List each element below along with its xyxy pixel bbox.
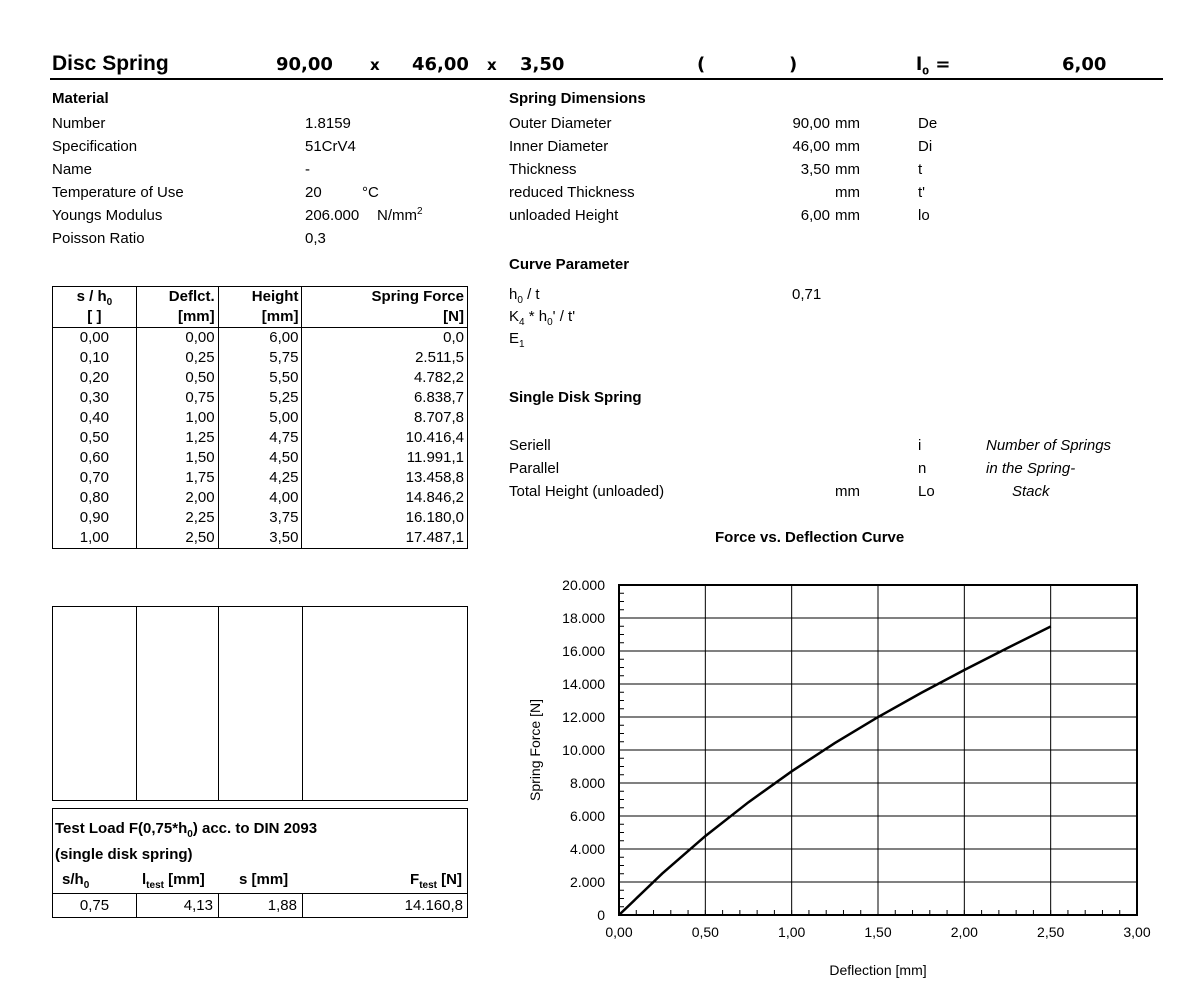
cell-s-h0: 0,20 xyxy=(53,368,137,388)
cell-deflection: 0,25 xyxy=(136,348,218,368)
material-temperature-unit: °C xyxy=(362,184,379,201)
cell-height: 5,75 xyxy=(218,348,302,368)
curve-e1-label: $E_1$ xyxy=(509,330,525,350)
cell-height: 5,50 xyxy=(218,368,302,388)
cell-height: 4,50 xyxy=(218,448,302,468)
x-tick-label: 2,50 xyxy=(1037,924,1065,940)
table-row xyxy=(53,508,468,528)
cell-force: 16.180,0 xyxy=(302,508,468,528)
cell-force: 17.487,1 xyxy=(302,528,468,549)
material-number-value: 1.8159 xyxy=(305,115,351,132)
dim-thickness-value: 3,50 xyxy=(800,161,830,178)
curve-parameter-heading: Curve Parameter xyxy=(509,256,630,273)
cell-force: 11.991,1 xyxy=(302,448,468,468)
table-row xyxy=(53,408,468,428)
col-header-s-h0: s / $h_0$ xyxy=(53,287,137,308)
curve-k4-label: $K_4 * h_0'$ / t' xyxy=(509,308,576,328)
cell-force: 6.838,7 xyxy=(302,388,468,408)
y-tick-label: 0 xyxy=(597,907,605,923)
results-units-row xyxy=(53,307,468,328)
dim-outer-label: Outer Diameter xyxy=(509,115,612,132)
test-col-s-h0: $s/h_0$ xyxy=(62,871,90,891)
cell-s-h0: 0,40 xyxy=(53,408,137,428)
cell-deflection: 1,00 xyxy=(136,408,218,428)
dim-height-unit: mm xyxy=(835,207,860,224)
y-tick-label: 20.000 xyxy=(562,577,605,593)
header-times-2: x xyxy=(487,56,497,74)
single-disk-note-3: Stack xyxy=(1012,483,1050,500)
single-disk-total-height-label: Total Height (unloaded) xyxy=(509,483,665,500)
header-paren-open: ( xyxy=(697,54,706,75)
cell-deflection: 2,25 xyxy=(136,508,218,528)
col-unit-s-h0: [ ] xyxy=(53,307,137,328)
x-tick-label: 3,00 xyxy=(1123,924,1151,940)
cell-height: 5,00 xyxy=(218,408,302,428)
dim-reduced-unit: mm xyxy=(835,184,860,201)
material-poisson-label: Poisson Ratio xyxy=(52,230,145,247)
single-disk-total-height-sym: Lo xyxy=(918,483,935,500)
table-row xyxy=(53,528,468,549)
test-col-s: s [mm] xyxy=(239,871,289,888)
x-tick-label: 0,50 xyxy=(691,924,719,940)
curve-h0t-value: 0,71 xyxy=(792,286,822,303)
cell-deflection: 0,75 xyxy=(136,388,218,408)
single-disk-seriell-label: Seriell xyxy=(509,437,551,454)
test-load-subtitle: (single disk spring) xyxy=(55,846,193,863)
single-disk-parallel-sym: n xyxy=(918,460,927,477)
cell-height: 4,25 xyxy=(218,468,302,488)
results-header-row xyxy=(53,287,468,308)
plot-frame xyxy=(619,585,1137,915)
cell-s-h0: 0,10 xyxy=(53,348,137,368)
y-tick-label: 18.000 xyxy=(562,610,605,626)
cell-height: 3,75 xyxy=(218,508,302,528)
single-disk-parallel-label: Parallel xyxy=(509,460,560,477)
cell-force: 2.511,5 xyxy=(302,348,468,368)
x-tick-label: 1,50 xyxy=(864,924,892,940)
material-name-value: - xyxy=(305,161,310,178)
test-value-s: 1,88 xyxy=(267,897,297,914)
cell-s-h0: 0,80 xyxy=(53,488,137,508)
cell-deflection: 1,75 xyxy=(136,468,218,488)
single-disk-note-2: in the Spring- xyxy=(986,460,1076,477)
results-table xyxy=(52,286,468,549)
cell-force: 10.416,4 xyxy=(302,428,468,448)
curve-h0t-label: $h_0$ / t xyxy=(509,286,540,306)
dim-thickness-sym: t xyxy=(918,161,923,178)
test-value-l-test: 4,13 xyxy=(183,897,213,914)
cell-deflection: 0,00 xyxy=(136,328,218,349)
cell-deflection: 2,50 xyxy=(136,528,218,549)
y-tick-label: 12.000 xyxy=(562,709,605,725)
col-unit-deflection: [mm] xyxy=(136,307,218,328)
chart-title: Force vs. Deflection Curve xyxy=(715,529,905,546)
dim-thickness-unit: mm xyxy=(835,161,860,178)
dimensions-heading: Spring Dimensions xyxy=(509,90,646,107)
cell-s-h0: 0,90 xyxy=(53,508,137,528)
dim-thickness-label: Thickness xyxy=(509,161,577,178)
y-tick-label: 8.000 xyxy=(569,775,605,791)
material-poisson-value: 0,3 xyxy=(305,230,326,247)
material-youngs-value: 206.000 xyxy=(305,207,360,224)
table-row xyxy=(53,468,468,488)
dim-inner-label: Inner Diameter xyxy=(509,138,609,155)
cell-deflection: 0,50 xyxy=(136,368,218,388)
dim-outer-sym: De xyxy=(918,115,938,132)
dim-height-label: unloaded Height xyxy=(509,207,619,224)
cell-height: 4,75 xyxy=(218,428,302,448)
material-youngs-label: Youngs Modulus xyxy=(52,207,163,224)
y-tick-label: 6.000 xyxy=(569,808,605,824)
dim-height-value: 6,00 xyxy=(800,207,830,224)
y-tick-label: 16.000 xyxy=(562,643,605,659)
cell-s-h0: 0,60 xyxy=(53,448,137,468)
dim-reduced-sym: t' xyxy=(918,184,926,201)
table-row xyxy=(53,428,468,448)
single-disk-seriell-sym: i xyxy=(918,437,922,454)
cell-height: 3,50 xyxy=(218,528,302,549)
single-disk-note-1: Number of Springs xyxy=(986,437,1112,454)
material-temperature-label: Temperature of Use xyxy=(52,184,184,201)
dim-inner-value: 46,00 xyxy=(792,138,830,155)
test-col-l-test: $l_{test}$ [mm] xyxy=(142,871,205,891)
test-value-f-test: 14.160,8 xyxy=(404,897,463,914)
cell-height: 4,00 xyxy=(218,488,302,508)
material-youngs-unit: $N/mm^2$ xyxy=(377,206,423,224)
dim-outer-unit: mm xyxy=(835,115,860,132)
dim-outer-value: 90,00 xyxy=(792,115,830,132)
material-specification-value: 51CrV4 xyxy=(305,138,356,155)
single-disk-total-height-unit: mm xyxy=(835,483,860,500)
cell-s-h0: 0,70 xyxy=(53,468,137,488)
header-thickness: 3,50 xyxy=(520,54,565,75)
cell-deflection: 1,25 xyxy=(136,428,218,448)
cell-force: 0,0 xyxy=(302,328,468,349)
dim-inner-sym: Di xyxy=(918,138,933,155)
y-tick-label: 14.000 xyxy=(562,676,605,692)
header-outer-diameter: 90,00 xyxy=(276,54,333,75)
single-disk-heading: Single Disk Spring xyxy=(509,389,642,406)
dim-reduced-label: reduced Thickness xyxy=(509,184,635,201)
col-unit-height: [mm] xyxy=(218,307,302,328)
header-paren-close: ) xyxy=(789,54,798,75)
col-header-spring-force: Spring Force xyxy=(302,287,468,308)
table-row xyxy=(53,448,468,468)
cell-height: 5,25 xyxy=(218,388,302,408)
test-col-f-test: $F_{test}$ [N] xyxy=(410,871,462,891)
material-heading: Material xyxy=(52,90,109,107)
header-title: Disc Spring xyxy=(52,52,169,75)
dim-height-sym: lo xyxy=(918,207,930,224)
cell-deflection: 1,50 xyxy=(136,448,218,468)
x-tick-label: 2,00 xyxy=(950,924,978,940)
table-row xyxy=(53,328,468,349)
x-tick-label: 1,00 xyxy=(778,924,806,940)
cell-s-h0: 0,30 xyxy=(53,388,137,408)
table-row xyxy=(53,388,468,408)
test-value-s-h0: 0,75 xyxy=(79,897,110,914)
table-row xyxy=(53,488,468,508)
material-temperature-value: 20 xyxy=(305,184,322,201)
table-row xyxy=(53,368,468,388)
cell-s-h0: 0,50 xyxy=(53,428,137,448)
x-tick-label: 0,00 xyxy=(605,924,633,940)
col-header-height: Height xyxy=(218,287,302,308)
force-curve xyxy=(619,627,1051,916)
cell-force: 8.707,8 xyxy=(302,408,468,428)
material-specification-label: Specification xyxy=(52,138,138,155)
header-inner-diameter: 46,00 xyxy=(412,54,469,75)
header-rule xyxy=(50,78,1163,80)
col-header-deflection: Deflct. xyxy=(136,287,218,308)
y-tick-label: 10.000 xyxy=(562,742,605,758)
cell-s-h0: 0,00 xyxy=(53,328,137,349)
header-l0-label: $l_0$ = xyxy=(916,54,951,78)
x-axis-label: Deflection [mm] xyxy=(829,962,927,978)
table-row xyxy=(53,348,468,368)
y-tick-label: 2.000 xyxy=(569,874,605,890)
header-times-1: x xyxy=(370,56,380,74)
header-l0-value: 6,00 xyxy=(1062,54,1107,75)
cell-s-h0: 1,00 xyxy=(53,528,137,549)
y-tick-label: 4.000 xyxy=(569,841,605,857)
cell-height: 6,00 xyxy=(218,328,302,349)
col-unit-spring-force: [N] xyxy=(302,307,468,328)
dim-inner-unit: mm xyxy=(835,138,860,155)
material-number-label: Number xyxy=(52,115,106,132)
material-name-label: Name xyxy=(52,161,93,178)
y-axis-label: Spring Force [N] xyxy=(527,699,543,801)
cell-force: 4.782,2 xyxy=(302,368,468,388)
cell-force: 13.458,8 xyxy=(302,468,468,488)
cell-force: 14.846,2 xyxy=(302,488,468,508)
cell-deflection: 2,00 xyxy=(136,488,218,508)
test-load-title: Test Load $F(0,75*h_0)$ acc. to DIN 2093 xyxy=(55,820,318,840)
